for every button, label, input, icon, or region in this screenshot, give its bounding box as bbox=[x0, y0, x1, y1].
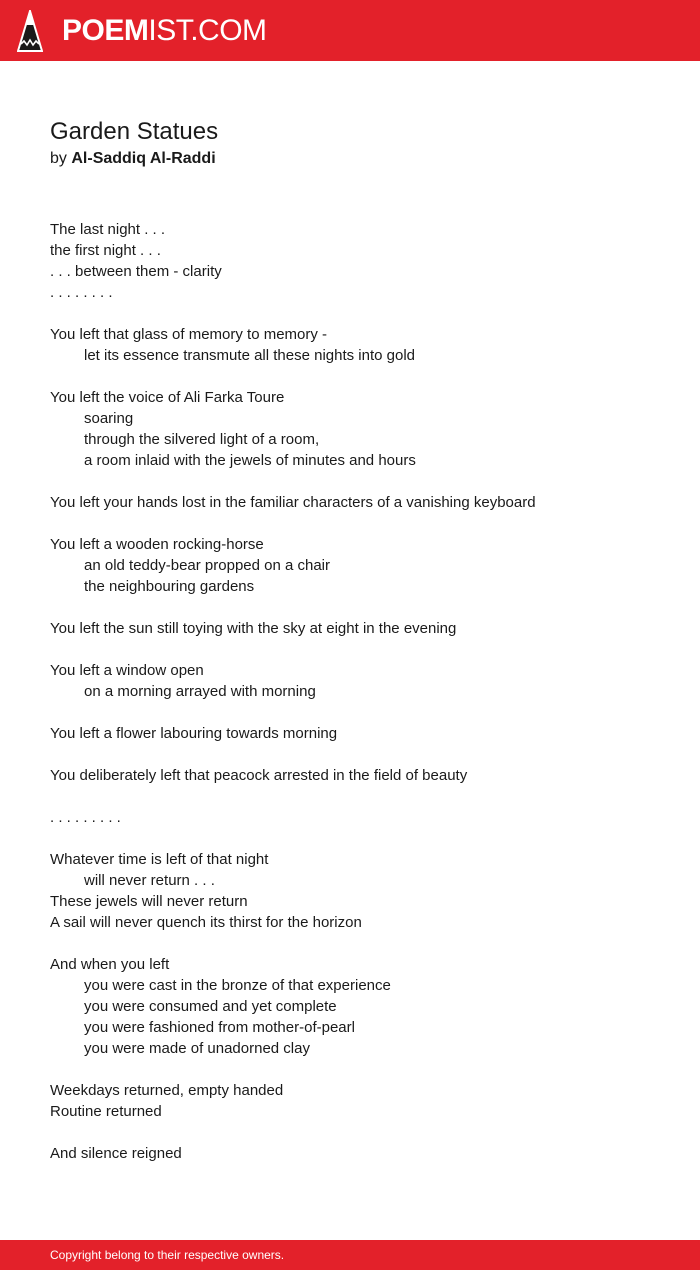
poem-line: You deliberately left that peacock arrested in the field of beauty bbox=[50, 767, 468, 784]
stanza-break bbox=[50, 513, 670, 534]
stanza-break bbox=[50, 744, 670, 765]
site-logo[interactable] bbox=[62, 11, 267, 51]
poem-line: the neighbouring gardens bbox=[84, 578, 255, 595]
poem-line: You left your hands lost in the familiar characters of a vanishing keyboard bbox=[50, 494, 536, 511]
poem-line: These jewels will never return bbox=[50, 893, 248, 910]
poem-line: The last night . . . bbox=[50, 221, 166, 238]
site-header bbox=[0, 0, 700, 61]
poem-line: A sail will never quench its thirst for the horizon bbox=[50, 914, 362, 931]
poem-line: . . . between them - clarity bbox=[50, 263, 222, 280]
poem-line: let its essence transmute all these nights into gold bbox=[84, 347, 416, 364]
stanza-break bbox=[50, 471, 670, 492]
logo-text-bold: POEM bbox=[62, 14, 149, 47]
poem-line: soaring bbox=[84, 410, 134, 427]
poem-line: a room inlaid with the jewels of minutes and hours bbox=[84, 452, 416, 469]
site-footer bbox=[0, 1240, 700, 1270]
poem-line: . . . . . . . . bbox=[50, 284, 113, 301]
poem-line: You left a wooden rocking-horse bbox=[50, 536, 264, 553]
stanza-break bbox=[50, 1059, 670, 1080]
poem-line: You left the voice of Ali Farka Toure bbox=[50, 389, 285, 406]
stanza-break bbox=[50, 933, 670, 954]
stanza-break bbox=[50, 597, 670, 618]
byline-label: by bbox=[50, 150, 67, 167]
stanza-break bbox=[50, 639, 670, 660]
poem-line: the first night . . . bbox=[50, 242, 161, 259]
poem-line: will never return . . . bbox=[84, 872, 215, 889]
stanza-break bbox=[50, 786, 670, 807]
poem-body bbox=[50, 219, 670, 1164]
poem-line: You left a flower labouring towards morning bbox=[50, 725, 338, 742]
pencil-icon[interactable] bbox=[17, 10, 43, 52]
stanza-break bbox=[50, 303, 670, 324]
poem-line: through the silvered light of a room, bbox=[84, 431, 320, 448]
poem-byline bbox=[50, 149, 218, 169]
poem-line: You left that glass of memory to memory - bbox=[50, 326, 328, 343]
poem-line: Routine returned bbox=[50, 1103, 162, 1120]
poem-author: Al-Saddiq Al-Raddi bbox=[71, 150, 216, 167]
poem-line: Weekdays returned, empty handed bbox=[50, 1082, 284, 1099]
poem-line: you were consumed and yet complete bbox=[84, 998, 337, 1015]
stanza-break bbox=[50, 1122, 670, 1143]
poem-line: you were cast in the bronze of that experience bbox=[84, 977, 391, 994]
poem-title: Garden Statues bbox=[50, 118, 219, 145]
poem-line: And when you left bbox=[50, 956, 170, 973]
logo-text-light: IST.COM bbox=[148, 14, 267, 47]
stanza-break bbox=[50, 366, 670, 387]
poem-line: And silence reigned bbox=[50, 1145, 182, 1162]
poem-line: on a morning arrayed with morning bbox=[84, 683, 316, 700]
poem-line: You left a window open bbox=[50, 662, 204, 679]
poem-line: . . . . . . . . . bbox=[50, 809, 121, 826]
poem-heading bbox=[50, 116, 218, 169]
poem-line: Whatever time is left of that night bbox=[50, 851, 269, 868]
stanza-break bbox=[50, 828, 670, 849]
poem-line: an old teddy-bear propped on a chair bbox=[84, 557, 331, 574]
poem-line: you were fashioned from mother-of-pearl bbox=[84, 1019, 355, 1036]
stanza-break bbox=[50, 702, 670, 723]
copyright-notice: Copyright belong to their respective owners. bbox=[50, 1248, 285, 1262]
poem-line: you were made of unadorned clay bbox=[84, 1040, 310, 1057]
poem-line: You left the sun still toying with the sky at eight in the evening bbox=[50, 620, 457, 637]
